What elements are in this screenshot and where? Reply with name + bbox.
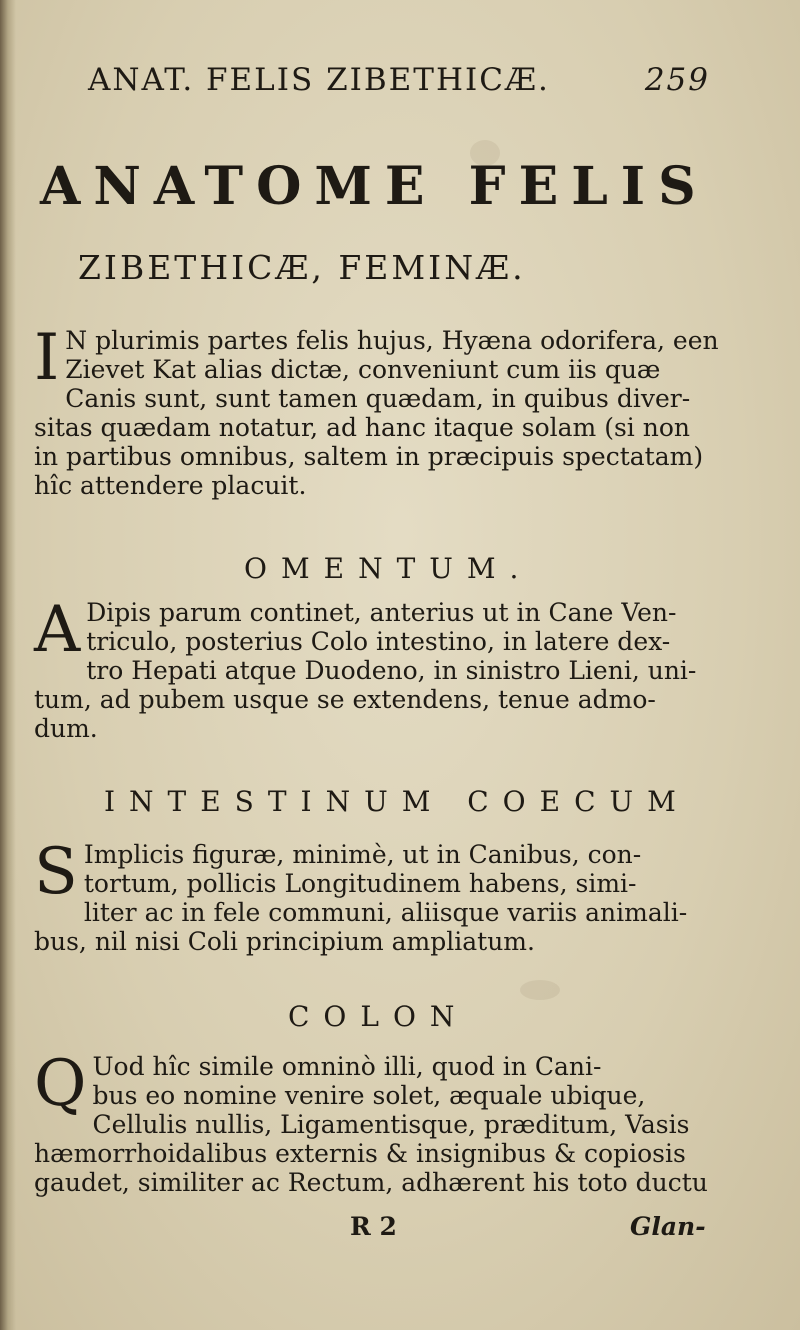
dropcap: A [34, 593, 81, 667]
text-line: gaudet, similiter ac Rectum, adhærent his toto ductu [34, 1168, 708, 1197]
dropcap: Q [34, 1047, 87, 1121]
page-number: 259 [644, 62, 710, 98]
signature-mark: R 2 [350, 1212, 397, 1241]
section-heading-omentum: OMENTUM. [244, 552, 533, 585]
text-line: tum, ad pubem usque se extendens, tenue admo- [34, 685, 656, 714]
chapter-title: ANATOME FELIS [40, 156, 709, 217]
page-footer [0, 1212, 800, 1242]
coecum-paragraph [34, 835, 714, 956]
running-title: ANAT. FELIS ZIBETHICÆ. [88, 62, 550, 98]
intro-paragraph [34, 321, 719, 500]
running-head [88, 62, 728, 98]
text-line: in partibus omnibus, saltem in præcipuis spectatam) [34, 442, 704, 471]
text-line: tro Hepati atque Duodeno, in sinistro Lieni, uni- [86, 656, 697, 685]
text-line: hîc attendere placuit. [34, 471, 307, 500]
section-heading-colon: COLON [288, 1000, 469, 1033]
dropcap: I [34, 321, 60, 395]
ink-stain [520, 980, 560, 1000]
text-line: Canis sunt, sunt tamen quædam, in quibus diver- [65, 384, 691, 413]
text-line: hæmorrhoidalibus externis & insignibus & copiosis [34, 1139, 686, 1168]
text-line: bus eo nomine venire solet, æquale ubique, [92, 1081, 646, 1110]
text-line: bus, nil nisi Coli principium ampliatum. [34, 927, 535, 956]
omentum-paragraph [34, 593, 714, 743]
page-edge-shadow [0, 0, 16, 1330]
colon-paragraph [34, 1047, 714, 1197]
text-line: triculo, posterius Colo intestino, in latere dex- [86, 627, 671, 656]
text-line: Cellulis nullis, Ligamentisque, præditum, Vasis [92, 1110, 690, 1139]
dropcap: S [34, 835, 78, 909]
text-line: Dipis parum continet, anterius ut in Cane Ven- [86, 598, 677, 627]
section-heading-coecum: INTESTINUM COECUM [104, 785, 690, 818]
chapter-subtitle: ZIBETHICÆ, FEMINÆ. [78, 248, 526, 287]
catchword: Glan- [630, 1212, 706, 1241]
text-line: N plurimis partes felis hujus, Hyæna odorifera, een [65, 326, 719, 355]
text-line: Zievet Kat alias dictæ, conveniunt cum iis quæ [65, 355, 661, 384]
text-line: dum. [34, 714, 98, 743]
text-line: tortum, pollicis Longitudinem habens, simi- [83, 869, 637, 898]
text-line: Uod hîc simile omninò illi, quod in Cani- [92, 1052, 602, 1081]
text-line: Implicis figuræ, minimè, ut in Canibus, con- [83, 840, 642, 869]
text-line: sitas quædam notatur, ad hanc itaque solam (si non [34, 413, 690, 442]
text-line: liter ac in fele communi, aliisque variis animali- [83, 898, 688, 927]
